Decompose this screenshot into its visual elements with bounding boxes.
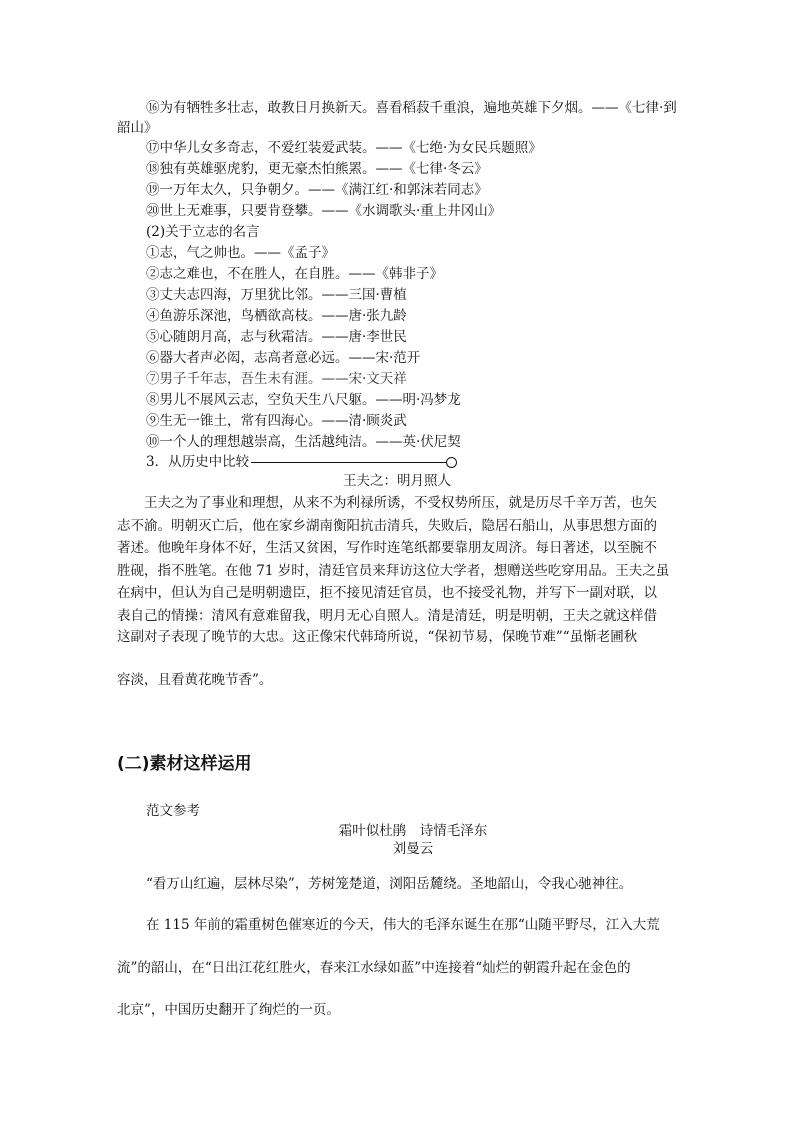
ambition-quote-8: ⑧男儿不展风云志，空负天生八尺躯。——明·冯梦龙 [146,392,461,408]
ambition-quote-7: ⑦男子千年志，吾生未有涯。——宋·文天祥 [146,371,407,387]
part-2-heading: (二)素材这样运用 [117,754,252,774]
story-line-8: 容淡，且看黄花晚节香”。 [117,672,273,688]
essay-paragraph-2-line-3: 北京”，中国历史翻开了绚烂的一页。 [117,1002,340,1018]
story-line: 胜砚，指不胜笔。在他 71 岁时，清廷官员来拜访这位大学者，想赠送些吃穿用品。王夫之虽 [117,562,670,579]
essay-author: 刘曼云 [392,841,434,857]
story-line: 王夫之为了事业和理想，从来不为利禄所诱，不受权势所压，就是历尽千辛万苦，也矢 [144,495,657,511]
section-3-title: 3．从历史中比较 [146,454,250,470]
ambition-quote-4: ④鱼游乐深池，鸟栖欲高枝。——唐·张九龄 [146,308,407,324]
quote-19: ⑲一万年太久，只争朝夕。——《满江红·和郭沫若同志》 [146,182,488,198]
ambition-quote-9: ⑨生无一锥土，常有四海心。——清·顾炎武 [146,413,407,429]
story-line: 志不渝。明朝灭亡后，他在家乡湖南衡阳抗击清兵，失败后，隐居石船山，从事思想方面的 [117,517,657,534]
quote-16-line-2: 韶山》 [117,120,158,136]
story-paragraph [117,492,677,628]
ambition-quote-2: ②志之难也，不在胜人，在自胜。——《韩非子》 [146,266,443,282]
story-line: 在病中，但认为自己是明朝遗臣，拒不接见清廷官员，也不接受礼物，并写下一副对联，以 [117,585,657,602]
ambition-quote-5: ⑤心随朗月高，志与秋霜洁。——唐·李世民 [146,329,407,345]
essay-paragraph-2-line-1: 在 115 年前的霜重树色催寒近的今天，伟大的毛泽东诞生在那“山随平野尽，江入大荒 [146,917,660,933]
story-title: 王夫之：明月照人 [343,473,451,489]
quote-20: ⑳世上无难事，只要肯登攀。——《水调歌头·重上井冈山》 [146,203,502,219]
ambition-quote-6: ⑥器大者声必闳，志高者意必远。——宋·范开 [146,350,421,366]
quote-16-line-1: ⑯为有牺牲多壮志，敢教日月换新天。喜看稻菽千重浪，遍地英雄下夕烟。——《七律·到 [146,100,677,116]
title-rule [251,462,447,463]
ambition-quote-10: ⑩一个人的理想越崇高，生活越纯洁。——英·伏尼契 [146,434,461,450]
ambition-quote-3: ③丈夫志四海，万里犹比邻。——三国·曹植 [146,287,407,303]
story-line: 表自己的情操：清风有意难留我，明月无心自照人。清是清廷，明是明朝，王夫之就这样借 [117,607,657,624]
story-line: 著述。他晚年身体不好，生活又贫困，写作时连笔纸都要靠朋友周济。每日著述，以至腕不 [117,540,657,557]
reference-label: 范文参考 [146,803,200,819]
quote-18: ⑱独有英雄驱虎豹，更无豪杰怕熊罴。——《七律·冬云》 [146,161,488,177]
circle-marker [446,457,457,468]
story-line-7: 这副对子表现了晚节的大忠。这正像宋代韩琦所说，“保初节易，保晚节难”“虽惭老圃秋 [117,629,638,645]
ambition-quote-1: ①志，气之帅也。——《孟子》 [146,245,335,261]
essay-paragraph-1: “看万山红遍，层林尽染”，芳树笼楚道，浏阳岳麓绕。圣地韶山，令我心驰神往。 [146,876,633,892]
essay-title: 霜叶似杜鹃 诗情毛泽东 [338,823,488,839]
essay-paragraph-2-line-2: 流”的韶山，在“日出江花红胜火，春来江水绿如蓝”中连接着“灿烂的朝霞升起在金色的 [117,960,631,976]
section-3-title-row [146,452,457,472]
section-2-title: (2)关于立志的名言 [146,224,260,240]
quote-17: ⑰中华儿女多奇志，不爱红装爱武装。——《七绝·为女民兵题照》 [146,140,542,156]
